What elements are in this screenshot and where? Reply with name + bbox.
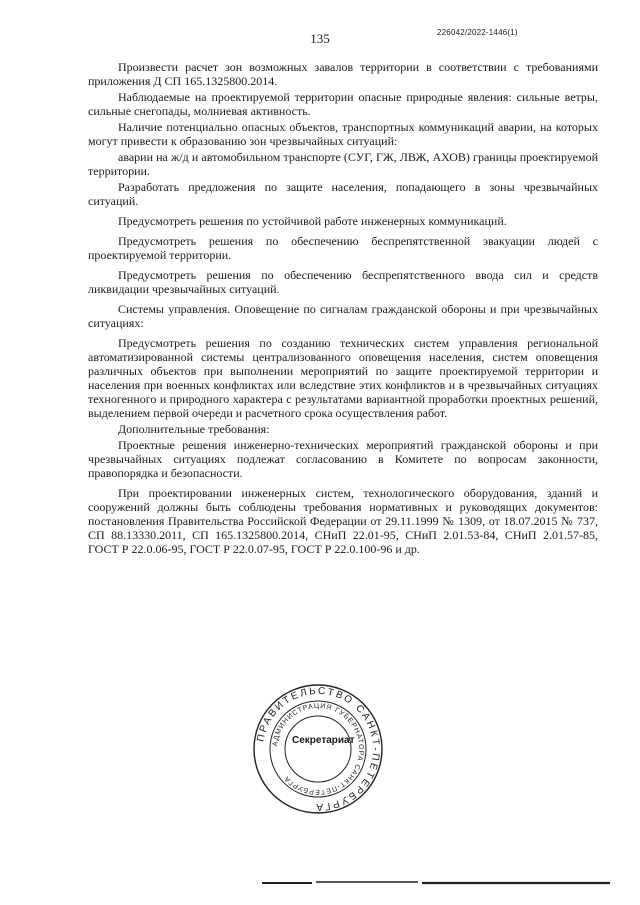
paragraph-regulations: При проектировании инженерных систем, технологического оборудования, зданий и сооружений должны быть соблюдены требования нормативных и руководящих документов: постановления Правительства Российской Федерации от 29.11.1999 № 1309, от 18.07.2015 № 737, СП 88.13330.2011, СП 165.1325800.2014, СНиП 22.01-95, СНиП 2.01.53-84, СНиП 2.01.57-85, ГОСТ Р 22.0.06-95, ГОСТ Р 22.0.07-95, ГОСТ Р 22.0.100-96 и др. bbox=[88, 486, 598, 556]
paragraph-blockage-zones: Произвести расчет зон возможных завалов территории в соответствии с требованиями приложения Д СП 165.1325800.2014. bbox=[88, 60, 598, 88]
paragraph-hazardous-objects: Наличие потенциально опасных объектов, транспортных коммуникаций аварии, на которых могут привести к образованию зон чрезвычайных ситуаций: bbox=[88, 120, 598, 148]
page-number: 135 bbox=[310, 31, 330, 46]
paragraph-additional-heading: Дополнительные требования: bbox=[118, 422, 270, 436]
document-body bbox=[88, 60, 598, 562]
paragraph-population-protection: Разработать предложения по защите населения, попадающего в зоны чрезвычайных ситуаций. bbox=[88, 180, 598, 208]
paragraph-utilities: Предусмотреть решения по устойчивой работе инженерных коммуникаций. bbox=[118, 214, 507, 228]
paragraph-approval: Проектные решения инженерно-технических мероприятий гражданской обороны и при чрезвычайных ситуациях подлежат согласованию в Комитете по вопросам законности, правопорядка и безопасности. bbox=[88, 438, 598, 480]
paragraph-warning-systems: Предусмотреть решения по созданию технических систем управления региональной автоматизированной системы централизованного оповещения населения, систем оповещения различных объектов при выполнении мероприятий по защите проектируемой территории и населения при военных конфликтах или вследствие этих конфликтов и в чрезвычайных ситуациях техногенного и природного характера с результатами вариантной проработки проектных решений, выделением первой очереди и расчетного срока осуществления работ. bbox=[88, 336, 598, 420]
paragraph-transport-accidents: аварии на ж/д и автомобильном транспорте (СУГ, ГЖ, ЛВЖ, АХОВ) границы проектируемой территории. bbox=[88, 150, 598, 178]
paragraph-natural-hazards: Наблюдаемые на проектируемой территории опасные природные явления: сильные ветры, сильные снегопады, молниевая активность. bbox=[88, 90, 598, 118]
svg-text:ПРАВИТЕЛЬСТВО САНКТ-ПЕТЕРБУРГА: ПРАВИТЕЛЬСТВО САНКТ-ПЕТЕРБУРГА bbox=[255, 685, 382, 813]
document-code: 226042/2022-1446(1) bbox=[437, 28, 518, 37]
signature-lines bbox=[0, 875, 640, 895]
official-seal bbox=[252, 683, 384, 815]
paragraph-evacuation: Предусмотреть решения по обеспечению беспрепятственной эвакуации людей с проектируемой территории. bbox=[88, 234, 598, 262]
paragraph-control-systems: Системы управления. Оповещение по сигналам гражданской обороны и при чрезвычайных ситуациях: bbox=[88, 302, 598, 330]
paragraph-emergency-forces: Предусмотреть решения по обеспечению беспрепятственного ввода сил и средств ликвидации чрезвычайных ситуаций. bbox=[88, 268, 598, 296]
svg-text:АДМИНИСТРАЦИЯ ГУБЕРНАТОРА САНК: АДМИНИСТРАЦИЯ ГУБЕРНАТОРА САНКТ-ПЕТЕРБУРГА bbox=[272, 702, 365, 796]
seal-center-text: Секретариат bbox=[292, 735, 355, 746]
